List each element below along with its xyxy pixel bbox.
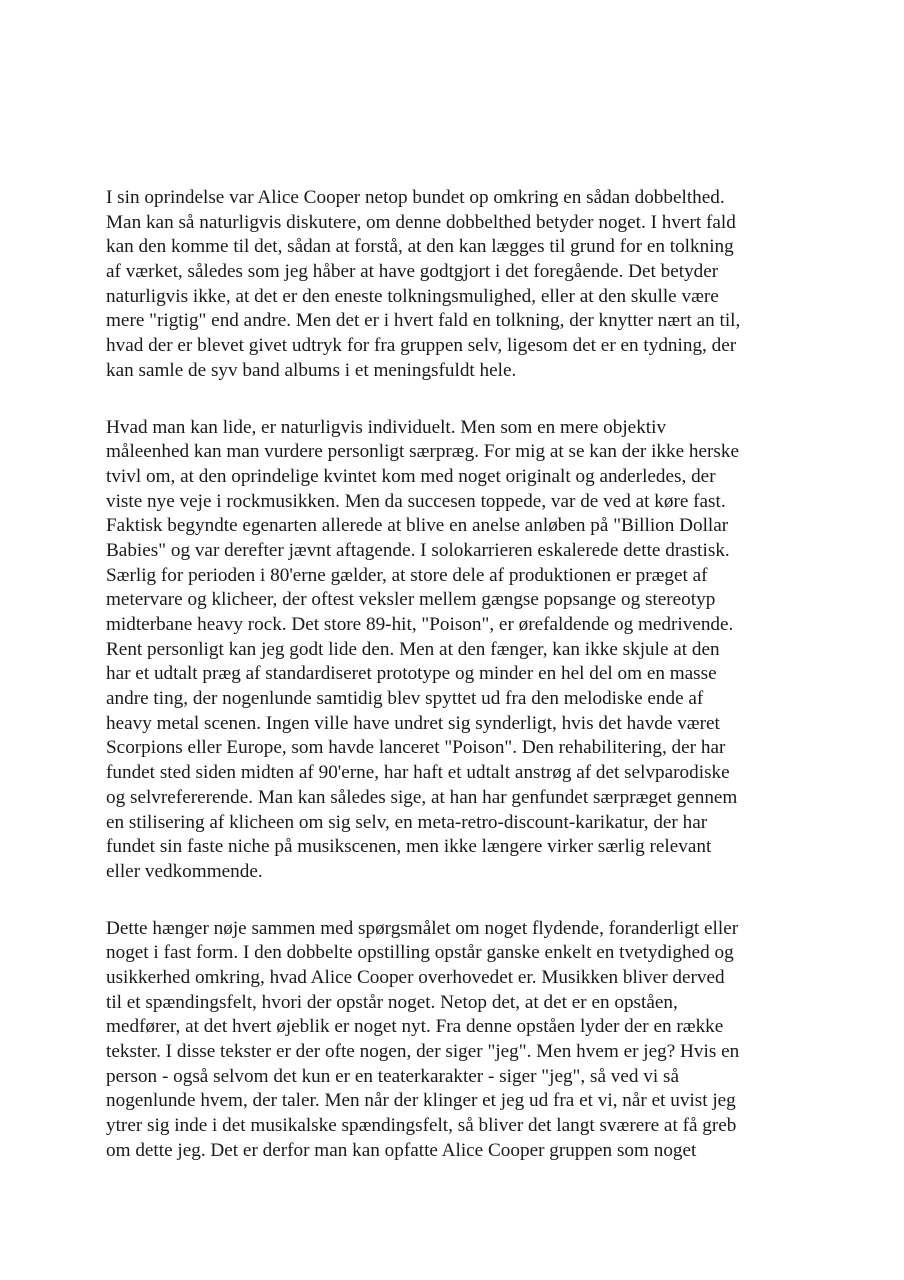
text-line: kan samle de syv band albums i et meningsfuldt hele. <box>106 359 517 381</box>
text-line: metervare og klicheer, der oftest veksler mellem gængse popsange og stereotyp <box>106 589 716 611</box>
text-line: naturligvis ikke, at det er den eneste tolkningsmulighed, eller at den skulle være <box>106 285 719 307</box>
text-line: fundet sin faste niche på musikscenen, men ikke længere virker særlig relevant <box>106 836 712 858</box>
text-line: noget i fast form. I den dobbelte opstilling opstår ganske enkelt en tvetydighed og <box>106 942 734 964</box>
text-line: Scorpions eller Europe, som havde lanceret "Poison". Den rehabilitering, der har <box>106 737 726 759</box>
text-line: eller vedkommende. <box>106 860 263 882</box>
text-line: Man kan så naturligvis diskutere, om denne dobbelthed betyder noget. I hvert fald <box>106 211 736 233</box>
text-line: Hvad man kan lide, er naturligvis individuelt. Men som en mere objektiv <box>106 416 667 438</box>
text-line: ytrer sig inde i det musikalske spændingsfelt, så bliver det langt sværere at få greb <box>106 1115 737 1137</box>
text-line: og selvrefererende. Man kan således sige, at han har genfundet særpræget gennem <box>106 786 738 808</box>
text-line: fundet sted siden midten af 90'erne, har haft et udtalt anstrøg af det selvparodiske <box>106 762 730 784</box>
text-line: medfører, at det hvert øjeblik er noget nyt. Fra denne opståen lyder der en række <box>106 1016 724 1038</box>
text-line: måleenhed kan man vurdere personligt særpræg. For mig at se kan der ikke herske <box>106 441 740 463</box>
text-line: midterbane heavy rock. Det store 89-hit, "Poison", er ørefaldende og medrivende. <box>106 614 734 635</box>
text-line: til et spændingsfelt, hvori der opstår noget. Netop det, at det er en opståen, <box>106 991 678 1013</box>
text-line: hvad der er blevet givet udtryk for fra gruppen selv, ligesom det er en tydning, der <box>106 335 737 357</box>
text-line: nogenlunde hvem, der taler. Men når der klinger et jeg ud fra et vi, når et uvist jeg <box>106 1090 736 1112</box>
text-line: viste nye veje i rockmusikken. Men da succesen toppede, var de ved at køre fast. <box>106 490 726 512</box>
text-line: Særlig for perioden i 80'erne gælder, at store dele af produktionen er præget af <box>106 564 708 586</box>
text-line: person - også selvom det kun er en teaterkarakter - siger "jeg", så ved vi så <box>106 1065 679 1087</box>
text-line: kan den komme til det, sådan at forstå, at den kan lægges til grund for en tolkning <box>106 236 734 258</box>
text-line: Faktisk begyndte egenarten allerede at blive en anelse anløben på "Billion Dollar <box>106 515 729 537</box>
paragraph <box>106 917 806 1164</box>
text-line: om dette jeg. Det er derfor man kan opfatte Alice Cooper gruppen som noget <box>106 1139 697 1161</box>
text-line: andre ting, der nogenlunde samtidig blev spyttet ud fra den melodiske ende af <box>106 688 704 710</box>
text-line: Rent personligt kan jeg godt lide den. Men at den fænger, kan ikke skjule at den <box>106 638 720 660</box>
text-line: usikkerhed omkring, hvad Alice Cooper overhovedet er. Musikken bliver derved <box>106 966 725 988</box>
text-line: heavy metal scenen. Ingen ville have undret sig synderligt, hvis det havde været <box>106 712 720 734</box>
text-line: en stilisering af klicheen om sig selv, en meta-retro-discount-karikatur, der har <box>106 811 708 833</box>
text-line: Babies" og var derefter jævnt aftagende. I solokarrieren eskalerede dette drastisk. <box>106 539 730 561</box>
text-line: har et udtalt præg af standardiseret prototype og minder en hel del om en masse <box>106 663 717 685</box>
paragraph <box>106 186 806 384</box>
document-body <box>106 186 806 1163</box>
text-line: tvivl om, at den oprindelige kvintet kom med noget originalt og anderledes, der <box>106 465 716 487</box>
text-line: I sin oprindelse var Alice Cooper netop bundet op omkring en sådan dobbelthed. <box>106 187 725 208</box>
text-line: tekster. I disse tekster er der ofte nogen, der siger "jeg". Men hvem er jeg? Hvis en <box>106 1041 740 1062</box>
text-line: Dette hænger nøje sammen med spørgsmålet om noget flydende, foranderligt eller <box>106 917 739 939</box>
paragraph <box>106 416 806 885</box>
text-line: af værket, således som jeg håber at have godtgjort i det foregående. Det betyder <box>106 261 719 283</box>
text-line: mere "rigtig" end andre. Men det er i hvert fald en tolkning, der knytter nært an til, <box>106 310 741 332</box>
